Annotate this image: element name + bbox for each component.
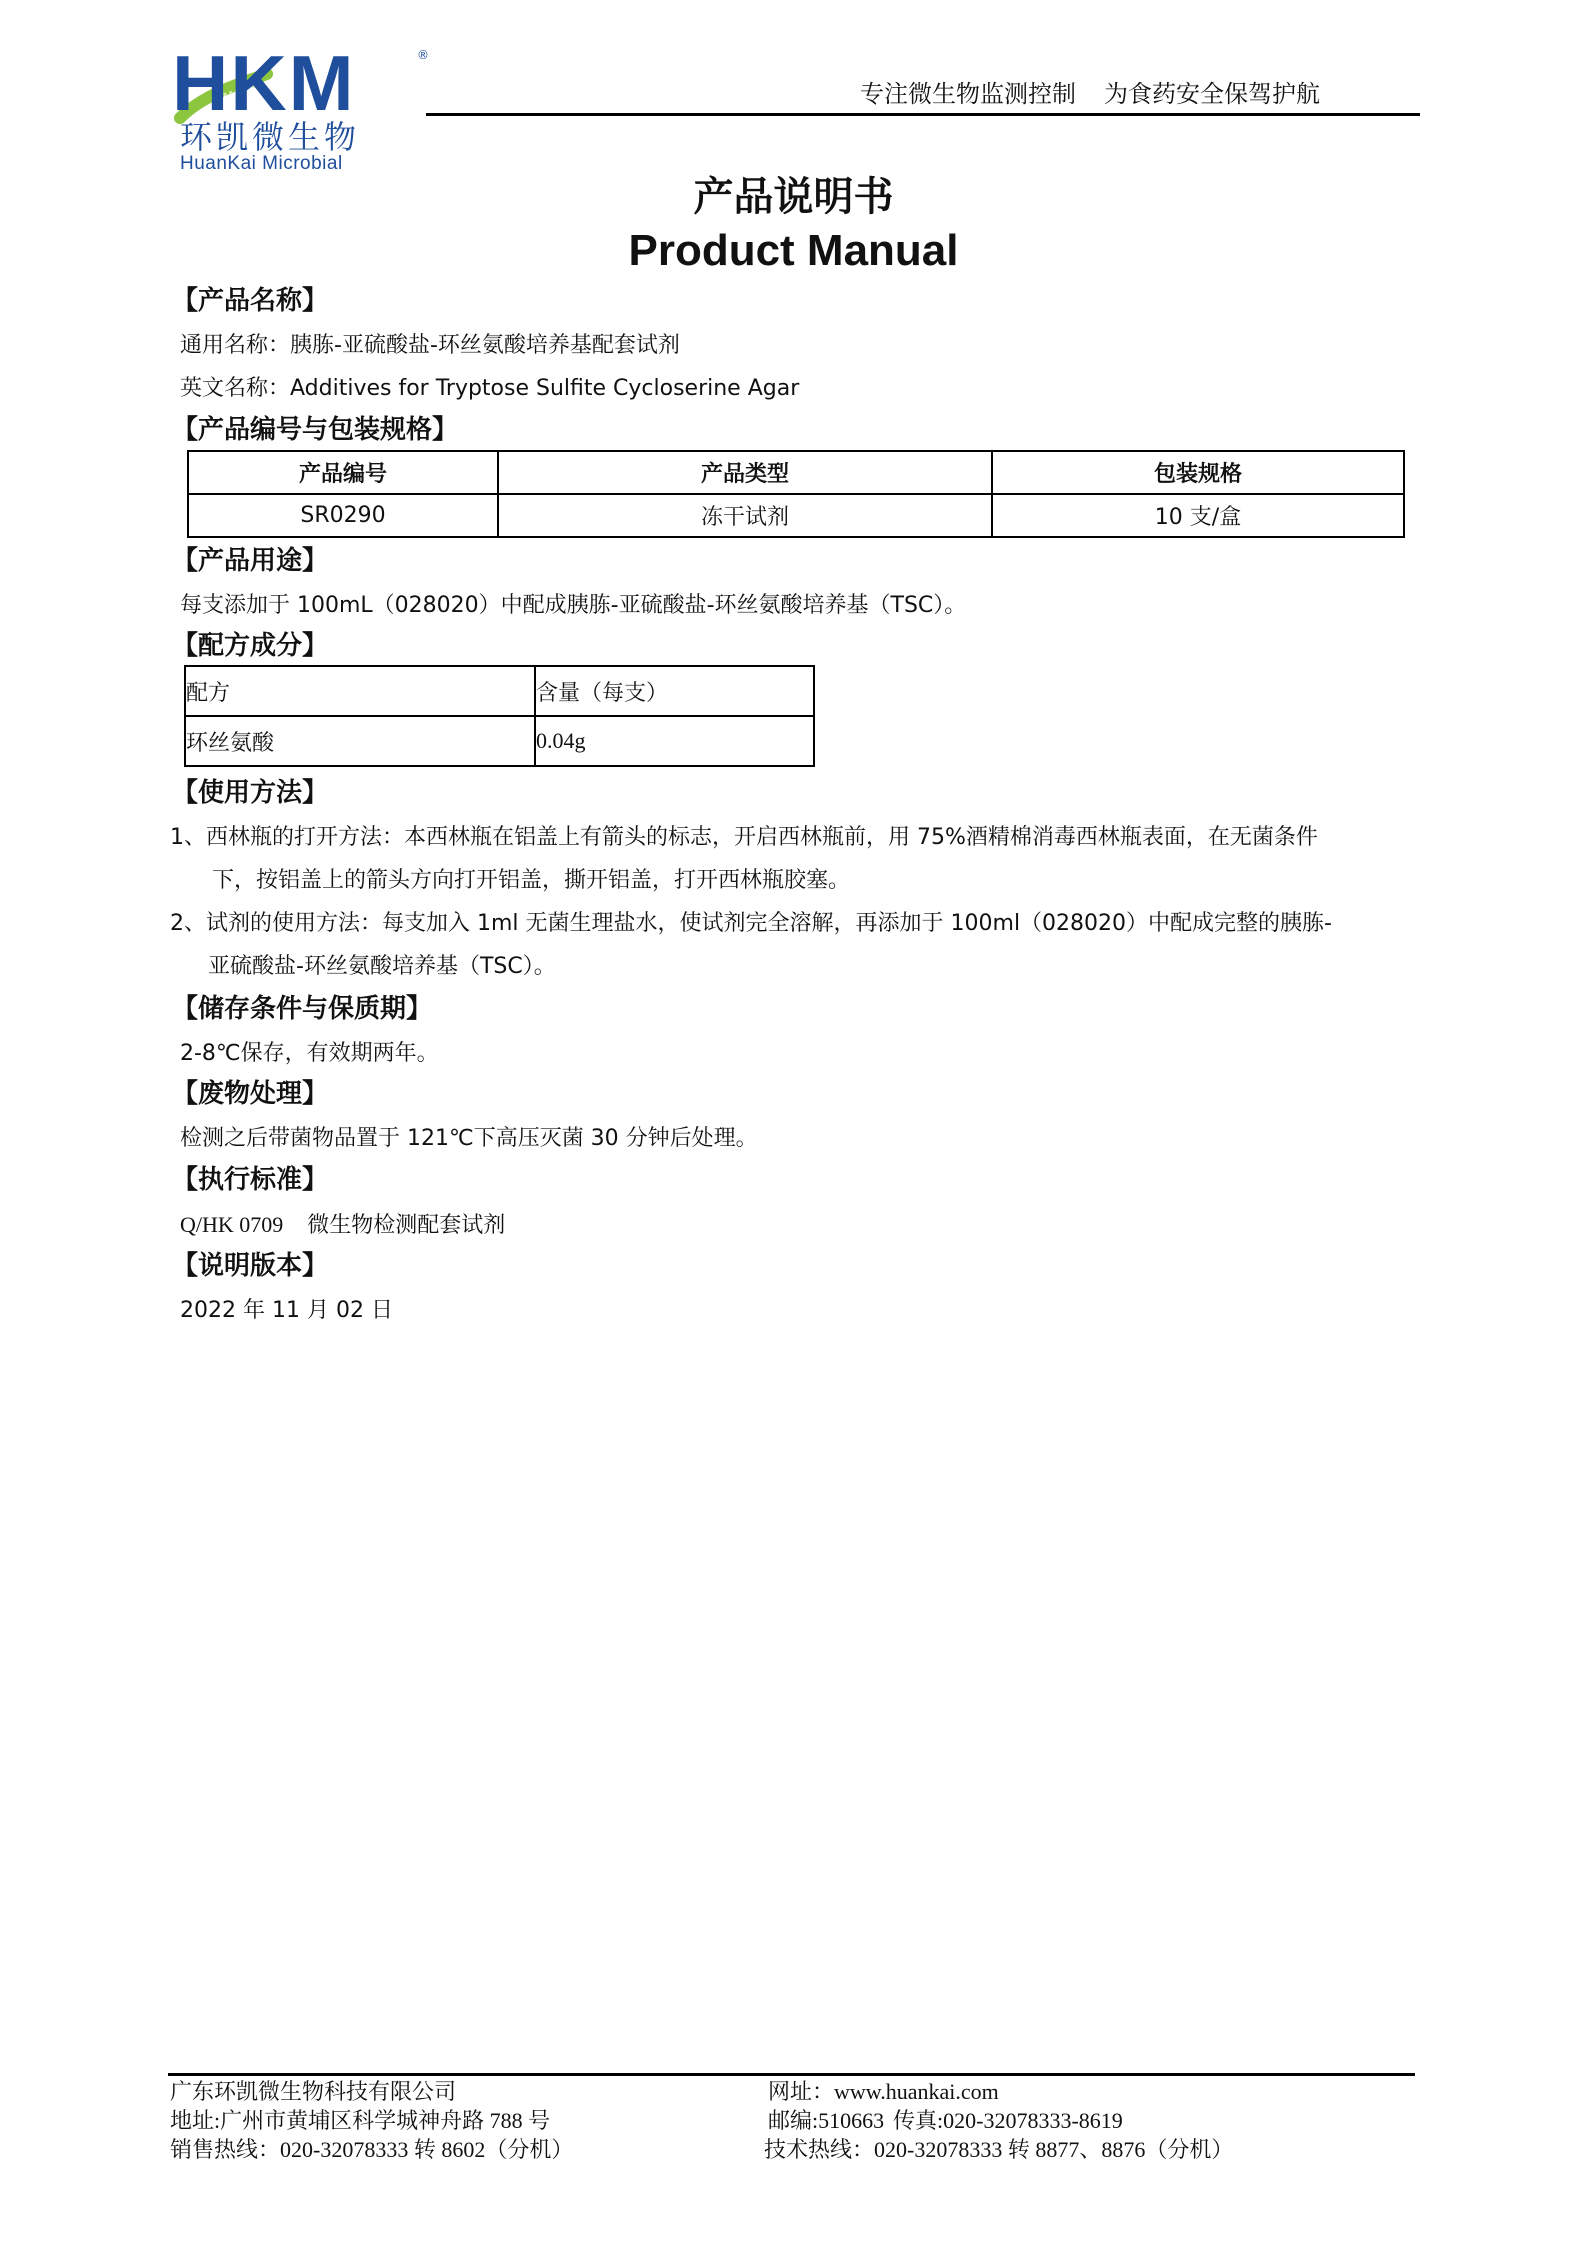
storage-text: 2-8℃保存，有效期两年。 xyxy=(180,1041,439,1066)
table-cell: 环丝氨酸 xyxy=(185,716,535,766)
section-heading-version: 【说明版本】 xyxy=(172,1251,329,1281)
section-heading-formula: 【配方成分】 xyxy=(172,631,329,661)
page-title-cn: 产品说明书 xyxy=(693,174,894,220)
footer-address: 地址:广州市黄埔区科学城神舟路 788 号 xyxy=(170,2108,551,2133)
standard-code: Q/HK 0709 xyxy=(180,1212,284,1237)
logo-chinese-name: 环凯微生物 xyxy=(180,118,361,156)
table-header-cell: 配方 xyxy=(185,666,535,716)
footer-website[interactable]: 网址：www.huankai.com xyxy=(768,2079,999,2104)
slogan-right: 为食药安全保驾护航 xyxy=(1104,80,1320,108)
header-slogan xyxy=(860,80,1400,108)
section-heading-method: 【使用方法】 xyxy=(172,778,329,808)
section-heading-code: 【产品编号与包装规格】 xyxy=(172,415,459,445)
common-name: 通用名称：胰胨-亚硫酸盐-环丝氨酸培养基配套试剂 xyxy=(180,333,680,358)
standard-line xyxy=(180,1211,505,1240)
section-heading-name: 【产品名称】 xyxy=(172,286,329,316)
page-title-en: Product Manual xyxy=(628,226,959,275)
footer-company: 广东环凯微生物科技有限公司 xyxy=(170,2079,457,2104)
table-row xyxy=(188,494,1404,537)
method-item-1-cont: 下，按铝盖上的箭头方向打开铝盖，撕开铝盖，打开西林瓶胶塞。 xyxy=(212,868,851,893)
footer-sales-hotline: 销售热线：020-32078333 转 8602（分机） xyxy=(170,2137,574,2162)
table-header-cell: 产品编号 xyxy=(188,451,498,494)
table-header-cell: 包装规格 xyxy=(992,451,1404,494)
table-cell: 冻干试剂 xyxy=(498,494,992,537)
table-header-row xyxy=(188,451,1404,494)
section-heading-storage: 【储存条件与保质期】 xyxy=(172,994,433,1024)
company-logo xyxy=(172,39,432,174)
method-item-2: 2、试剂的使用方法：每支加入 1ml 无菌生理盐水，使试剂完全溶解，再添加于 100ml（028020）中配成完整的胰胨- xyxy=(170,911,1332,936)
usage-text: 每支添加于 100mL（028020）中配成胰胨-亚硫酸盐-环丝氨酸培养基（TSC）。 xyxy=(180,593,967,618)
section-heading-standard: 【执行标准】 xyxy=(172,1165,329,1195)
table-header-cell: 含量（每支） xyxy=(535,666,814,716)
waste-text: 检测之后带菌物品置于 121℃下高压灭菌 30 分钟后处理。 xyxy=(180,1126,758,1151)
registered-mark: ® xyxy=(417,48,429,62)
table-header-cell: 产品类型 xyxy=(498,451,992,494)
standard-text: 微生物检测配套试剂 xyxy=(307,1213,506,1238)
section-heading-usage: 【产品用途】 xyxy=(172,546,329,576)
method-item-1: 1、西林瓶的打开方法：本西林瓶在铝盖上有箭头的标志，开启西林瓶前，用 75%酒精棉消毒西林瓶表面，在无菌条件 xyxy=(170,825,1318,850)
section-heading-waste: 【废物处理】 xyxy=(172,1079,329,1109)
logo-mark: HKM xyxy=(172,39,356,127)
formula-table xyxy=(184,665,815,767)
product-spec-table xyxy=(187,450,1405,538)
table-row xyxy=(185,716,814,766)
footer-fax: 传真:020-32078333-8619 xyxy=(893,2108,1123,2133)
table-header-row xyxy=(185,666,814,716)
table-cell: SR0290 xyxy=(188,494,498,537)
footer-divider xyxy=(168,2073,1415,2076)
footer-postcode: 邮编:510663 xyxy=(768,2108,885,2133)
table-cell: 0.04g xyxy=(535,716,814,766)
method-item-2-cont: 亚硫酸盐-环丝氨酸培养基（TSC）。 xyxy=(208,954,556,979)
logo-english-name: HuanKai Microbial xyxy=(180,153,343,174)
version-date: 2022 年 11 月 02 日 xyxy=(180,1298,393,1323)
header-divider xyxy=(426,113,1420,116)
footer-tech-hotline: 技术热线：020-32078333 转 8877、8876（分机） xyxy=(764,2137,1234,2162)
table-cell: 10 支/盒 xyxy=(992,494,1404,537)
slogan-left: 专注微生物监测控制 xyxy=(860,80,1076,108)
english-name: 英文名称：Additives for Tryptose Sulfite Cycloserine Agar xyxy=(180,376,800,401)
